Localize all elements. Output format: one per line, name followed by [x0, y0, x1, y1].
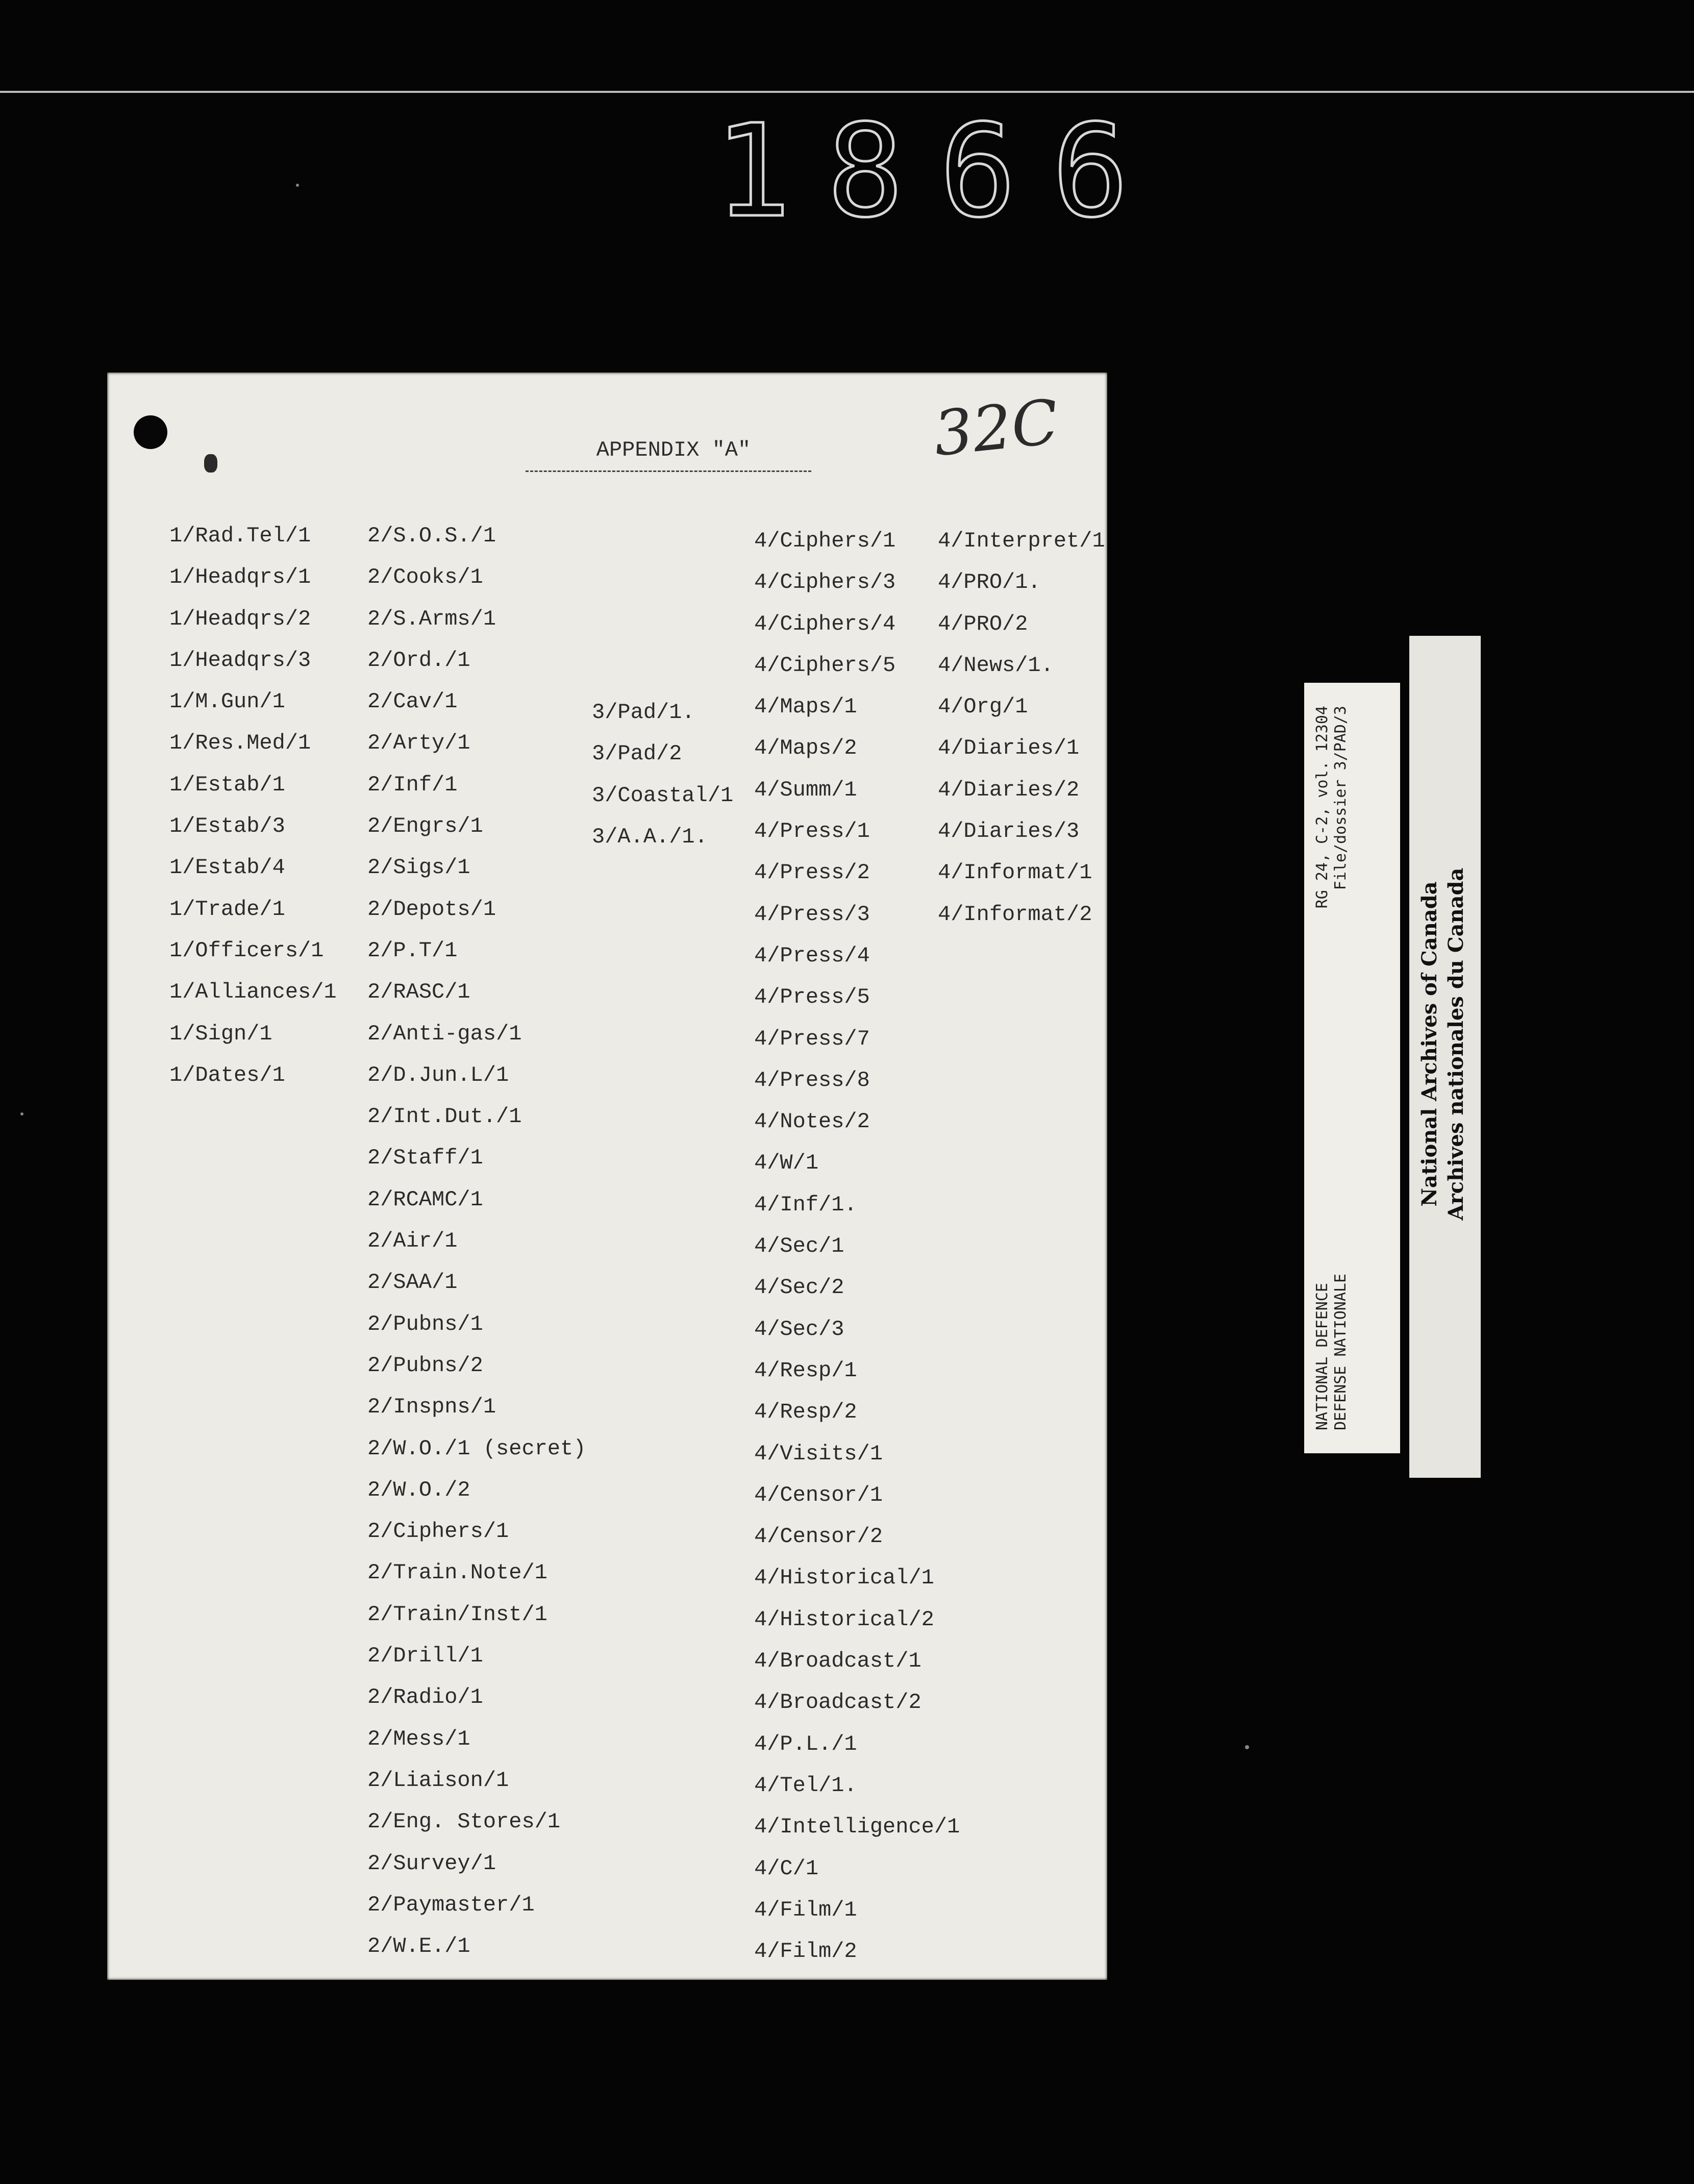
file-entry: 4/Visits/1 — [754, 1441, 883, 1466]
file-entry: 4/Historical/1 — [754, 1566, 934, 1591]
folio-number: 32C — [930, 386, 1062, 470]
archives-label — [1409, 636, 1481, 1478]
file-entry: 2/Pubns/2 — [367, 1353, 483, 1378]
file-entry: 4/Press/7 — [754, 1026, 870, 1051]
file-entry: 4/Broadcast/1 — [754, 1649, 921, 1674]
file-entry: 2/Paymaster/1 — [367, 1892, 535, 1917]
file-entry: 2/Anti-gas/1 — [367, 1021, 522, 1046]
file-entry: 4/P.L./1 — [754, 1731, 857, 1756]
file-entry: 4/Notes/2 — [754, 1109, 870, 1134]
file-column-5 — [938, 520, 1105, 935]
file-entry: 1/Estab/4 — [169, 855, 285, 880]
file-entry: 2/Depots/1 — [367, 897, 496, 922]
file-entry: 4/Inf/1. — [754, 1192, 857, 1217]
file-entry: 2/D.Jun.L/1 — [367, 1062, 509, 1087]
file-column-2 — [367, 515, 586, 1967]
file-entry: 4/News/1. — [938, 653, 1054, 678]
file-entry: 4/Ciphers/4 — [754, 611, 896, 636]
file-entry: 2/Air/1 — [367, 1229, 458, 1254]
file-entry: 4/PRO/2 — [938, 611, 1028, 636]
ref-line-1: RG 24, C-2, vol. 12304 — [1313, 706, 1331, 909]
file-entry: 4/Resp/2 — [754, 1400, 857, 1425]
file-entry: 4/Interpret/1 — [938, 529, 1105, 553]
file-entry: 4/Maps/1 — [754, 694, 857, 719]
file-entry: 4/Press/4 — [754, 943, 870, 968]
frame-number: 1866 — [714, 97, 1165, 245]
file-column-4 — [754, 520, 960, 1972]
file-entry: 3/Coastal/1 — [592, 783, 734, 808]
file-entry: 4/C/1 — [754, 1856, 819, 1881]
file-entry: 4/Film/1 — [754, 1897, 857, 1922]
file-entry: 2/Staff/1 — [367, 1146, 483, 1171]
file-entry: 3/Pad/2 — [592, 741, 682, 766]
file-entry: 2/Arty/1 — [367, 731, 470, 756]
file-entry: 4/Press/8 — [754, 1068, 870, 1093]
file-entry: 2/Liaison/1 — [367, 1768, 509, 1793]
file-entry: 1/Alliances/1 — [169, 980, 337, 1005]
file-entry: 2/Engrs/1 — [367, 814, 483, 839]
ref-line-2: File/dossier 3/PAD/3 — [1332, 706, 1350, 890]
file-entry: 4/Ciphers/3 — [754, 570, 896, 595]
file-entry: 1/Headqrs/3 — [169, 648, 311, 673]
file-column-1 — [169, 515, 337, 1096]
file-entry: 2/Drill/1 — [367, 1644, 483, 1669]
film-border-line — [0, 91, 1694, 93]
dept-en: NATIONAL DEFENCE — [1313, 1283, 1331, 1430]
archives-en: National Archives of Canada — [1417, 881, 1441, 1207]
file-entry: 4/Press/1 — [754, 819, 870, 844]
file-entry: 4/Intelligence/1 — [754, 1815, 960, 1840]
file-entry: 4/Censor/2 — [754, 1524, 883, 1549]
file-entry: 1/Estab/1 — [169, 772, 285, 797]
file-entry: 4/Org/1 — [938, 694, 1028, 719]
file-entry: 4/Diaries/3 — [938, 819, 1080, 844]
file-entry: 4/Ciphers/5 — [754, 653, 896, 678]
file-entry: 4/Diaries/2 — [938, 777, 1080, 802]
file-entry: 2/Cav/1 — [367, 689, 458, 714]
file-entry: 4/Sec/2 — [754, 1275, 844, 1300]
file-entry: 4/Press/5 — [754, 985, 870, 1010]
file-entry: 3/Pad/1. — [592, 700, 695, 725]
film-speck — [296, 184, 299, 187]
file-entry: 4/Resp/1 — [754, 1358, 857, 1383]
title-underline — [526, 470, 811, 472]
file-entry: 4/Press/3 — [754, 902, 870, 927]
file-entry: 2/Train/Inst/1 — [367, 1602, 547, 1627]
film-speck — [20, 1112, 23, 1115]
file-entry: 4/Informat/2 — [938, 902, 1092, 927]
file-entry: 4/Film/2 — [754, 1939, 857, 1964]
file-entry: 4/Sec/1 — [754, 1234, 844, 1259]
file-entry: 2/Cooks/1 — [367, 565, 483, 590]
file-entry: 2/W.E./1 — [367, 1934, 470, 1959]
file-column-3 — [592, 692, 733, 858]
file-entry: 4/Censor/1 — [754, 1482, 883, 1507]
file-entry: 4/Press/2 — [754, 860, 870, 885]
file-entry: 1/Res.Med/1 — [169, 731, 311, 756]
file-entry: 1/Trade/1 — [169, 897, 285, 922]
punch-hole — [134, 415, 167, 449]
file-entry: 1/Dates/1 — [169, 1062, 285, 1087]
file-entry: 4/Historical/2 — [754, 1607, 934, 1632]
file-entry: 2/P.T/1 — [367, 938, 458, 963]
file-entry: 4/Maps/2 — [754, 736, 857, 761]
file-entry: 2/Ord./1 — [367, 648, 470, 673]
file-entry: 4/Tel/1. — [754, 1773, 857, 1798]
document-sheet — [107, 373, 1107, 1980]
file-entry: 1/M.Gun/1 — [169, 689, 285, 714]
file-entry: 4/Sec/3 — [754, 1317, 844, 1342]
file-entry: 2/W.O./1 (secret) — [367, 1436, 586, 1461]
dept-fr: DEFENSE NATIONALE — [1332, 1273, 1350, 1430]
file-entry: 1/Headqrs/1 — [169, 565, 311, 590]
reference-label — [1304, 683, 1400, 1453]
file-entry: 4/Diaries/1 — [938, 736, 1080, 761]
file-entry: 2/Ciphers/1 — [367, 1519, 509, 1544]
file-entry: 4/Ciphers/1 — [754, 529, 896, 553]
file-entry: 4/Summ/1 — [754, 777, 857, 802]
file-entry: 2/Mess/1 — [367, 1726, 470, 1751]
file-entry: 1/Sign/1 — [169, 1021, 272, 1046]
file-entry: 2/Sigs/1 — [367, 855, 470, 880]
file-entry: 4/W/1 — [754, 1151, 819, 1176]
file-entry: 4/Informat/1 — [938, 860, 1092, 885]
file-entry: 4/PRO/1. — [938, 570, 1041, 595]
file-entry: 2/SAA/1 — [367, 1270, 458, 1295]
file-entry: 2/Survey/1 — [367, 1851, 496, 1876]
file-entry: 1/Estab/3 — [169, 814, 285, 839]
file-entry: 2/Inf/1 — [367, 772, 458, 797]
file-entry: 1/Headqrs/2 — [169, 606, 311, 631]
file-entry: 2/Inspns/1 — [367, 1395, 496, 1420]
file-entry: 2/Pubns/1 — [367, 1311, 483, 1336]
file-entry: 2/Eng. Stores/1 — [367, 1809, 561, 1834]
film-speck — [1245, 1745, 1249, 1749]
file-entry: 2/W.O./2 — [367, 1477, 470, 1502]
file-entry: 2/RCAMC/1 — [367, 1187, 483, 1212]
file-entry: 2/S.O.S./1 — [367, 524, 496, 548]
appendix-title: APPENDIX "A" — [596, 438, 751, 462]
file-entry: 2/Radio/1 — [367, 1685, 483, 1710]
file-entry: 1/Officers/1 — [169, 938, 324, 963]
file-entry: 1/Rad.Tel/1 — [169, 524, 311, 548]
file-entry: 2/RASC/1 — [367, 980, 470, 1005]
file-entry: 2/Int.Dut./1 — [367, 1104, 522, 1129]
file-entry: 4/Broadcast/2 — [754, 1690, 921, 1715]
file-entry: 3/A.A./1. — [592, 824, 708, 849]
file-entry: 2/Train.Note/1 — [367, 1560, 547, 1585]
archives-fr: Archives nationales du Canada — [1444, 867, 1468, 1221]
file-entry: 2/S.Arms/1 — [367, 606, 496, 631]
ink-stain — [204, 454, 217, 473]
